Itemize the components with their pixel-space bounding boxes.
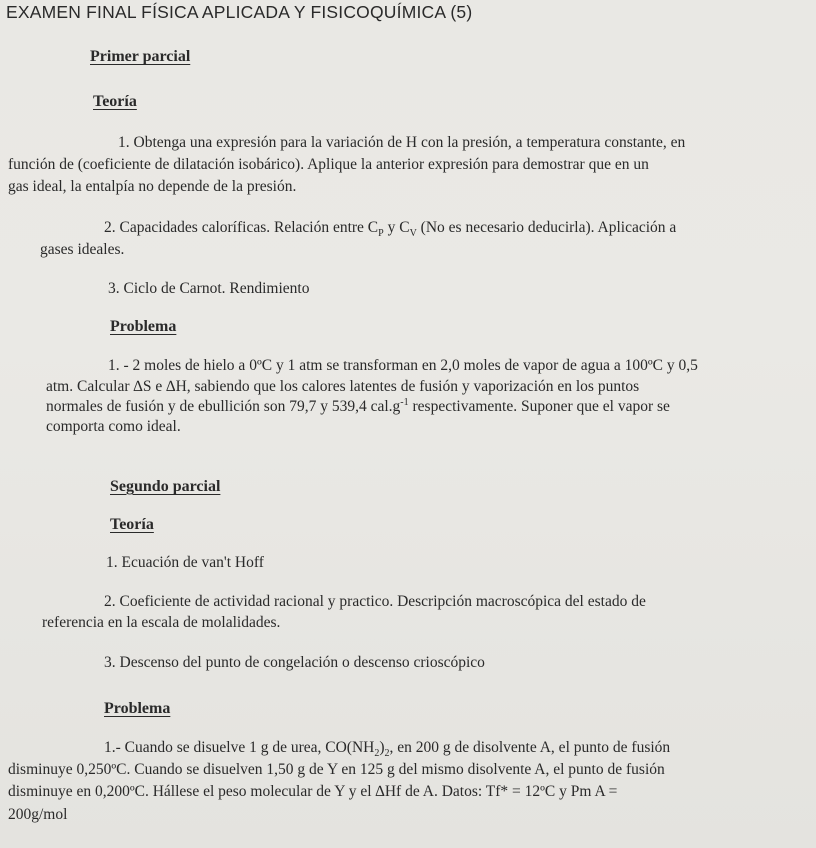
segundo-parcial-heading: Segundo parcial <box>110 478 221 495</box>
primer-q3: 3. Ciclo de Carnot. Rendimiento <box>108 280 310 297</box>
primer-p1-line2: atm. Calcular ∆S e ∆H, sabiendo que los calores latentes de fusión y vaporización en los puntos <box>46 378 640 395</box>
segundo-p1-line3: disminuye en 0,200ºC. Hállese el peso molecular de Y y el ∆Hf de A. Datos: Tf* = 12ºC y Pm A = <box>8 783 618 800</box>
nh2-count-subscript: 2 <box>384 748 390 760</box>
primer-p1-text-a: normales de fusión y de ebullición son 79,7 y 539,4 cal.g <box>46 398 401 415</box>
cv-subscript: V <box>409 228 417 240</box>
segundo-q2-line2: referencia en la escala de molalidades. <box>42 614 281 631</box>
segundo-problema-heading: Problema <box>104 700 171 717</box>
cp-subscript: P <box>378 228 384 240</box>
primer-q2-text-c: (No es necesario deducirla). Aplicación a <box>416 219 677 236</box>
exam-title: EXAMEN FINAL FÍSICA APLICADA Y FISICOQUÍMICA (5) <box>6 2 473 22</box>
segundo-p1-text-a: 1.- Cuando se disuelve 1 g de urea, CO(NH <box>104 739 375 756</box>
primer-q2-text-a: 2. Capacidades caloríficas. Relación entre C <box>104 219 379 236</box>
primer-p1-line3 <box>46 397 670 417</box>
primer-q1-line2: función de (coeficiente de dilatación isobárico). Aplique la anterior expresión para demostrar que en un <box>8 156 649 173</box>
primer-p1-line1: 1. - 2 moles de hielo a 0ºC y 1 atm se transforman en 2,0 moles de vapor de agua a 100ºC y 0,5 <box>108 357 698 374</box>
primer-q1-line1: 1. Obtenga una expresión para la variación de H con la presión, a temperatura constante, en <box>118 134 686 151</box>
segundo-p1-line2: disminuye 0,250ºC. Cuando se disuelven 1,50 g de Y en 125 g del mismo disolvente A, el punto de fusión <box>8 761 665 778</box>
primer-problema-heading: Problema <box>110 318 177 335</box>
segundo-p1-text-c: , en 200 g de disolvente A, el punto de fusión <box>389 739 671 756</box>
primer-p1-line4: comporta como ideal. <box>46 418 181 435</box>
segundo-q3: 3. Descenso del punto de congelación o descenso crioscópico <box>104 654 485 671</box>
segundo-p1-text-b: ) <box>379 739 385 756</box>
primer-p1-text-b: respectivamente. Suponer que el vapor se <box>408 398 670 415</box>
primer-q2-line2: gases ideales. <box>40 241 125 258</box>
primer-teoria-heading: Teoría <box>93 93 137 110</box>
segundo-teoria-heading: Teoría <box>110 516 154 533</box>
segundo-p1-line1 <box>104 738 670 758</box>
segundo-q1: 1. Ecuación de van't Hoff <box>106 554 264 571</box>
primer-q2-line1 <box>104 218 676 238</box>
nh2-subscript: 2 <box>374 748 380 760</box>
exponent-superscript: -1 <box>400 396 409 408</box>
primer-q1-line3: gas ideal, la entalpía no depende de la presión. <box>8 178 297 195</box>
primer-q2-text-b: y C <box>383 219 410 236</box>
segundo-q2-line1: 2. Coeficiente de actividad racional y practico. Descripción macroscópica del estado de <box>104 593 646 610</box>
segundo-p1-line4: 200g/mol <box>8 806 68 823</box>
primer-parcial-heading: Primer parcial <box>90 48 191 65</box>
